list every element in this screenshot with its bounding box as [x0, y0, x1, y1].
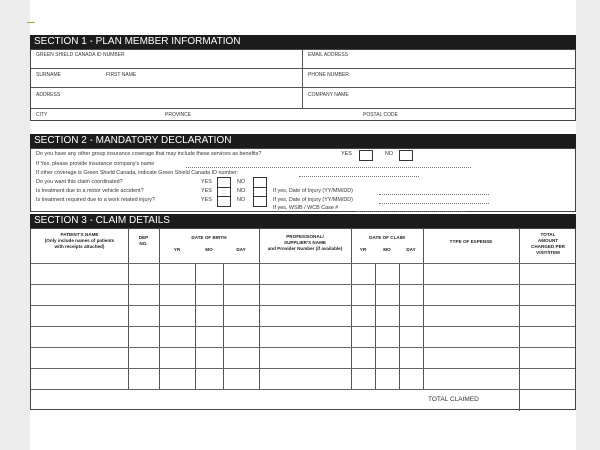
col-total-title: TOTAL [540, 232, 556, 237]
col-dob-header: DATE OF BIRTH [191, 235, 227, 240]
company-field[interactable] [303, 88, 575, 109]
address-field[interactable] [31, 88, 303, 109]
date-injury-label-2: If yes, Date of Injury (YY/MM/DD) [273, 197, 353, 203]
claim-yr-header: YR [359, 247, 367, 252]
col-dep-title: DEP [138, 235, 149, 240]
id-number-field[interactable] [31, 50, 303, 69]
wsib-line[interactable] [356, 211, 466, 212]
col-charged-title: CHARGED PER [531, 244, 565, 249]
q-motor-vehicle: Is treatment due to a motor vehicle accident? [36, 188, 144, 194]
city-label: CITY [36, 112, 48, 118]
phone-label: PHONE NUMBER [308, 72, 349, 78]
claim-mo-header: MO [383, 247, 391, 252]
row-divider [31, 368, 575, 369]
col-professional-title: PROFESSIONAL/ [286, 234, 324, 239]
company-label: COMPANY NAME [308, 92, 349, 98]
first-name-label: FIRST NAME [106, 72, 137, 78]
date-injury-line-1[interactable] [379, 194, 489, 195]
row-divider [31, 389, 575, 390]
col-divider [259, 229, 260, 389]
company-name-line[interactable] [186, 167, 471, 168]
col-divider [519, 229, 520, 411]
col-patient-note-1: (Only include names of patients [44, 238, 115, 243]
yes-label-3: YES [201, 188, 212, 194]
section3-header: SECTION 3 - CLAIM DETAILS [30, 214, 576, 228]
work-injury-no-checkbox[interactable] [253, 196, 267, 207]
claim-form-page [30, 0, 576, 450]
col-claim-date-header: DATE OF CLAIM [369, 235, 405, 240]
total-claimed-label: TOTAL CLAIMED [428, 396, 479, 403]
q-work-injury: Is treatment required due to a work related injury? [36, 197, 155, 203]
col-patient-title: PATIENT'S NAME [60, 232, 99, 237]
col-total-header [519, 232, 577, 256]
postal-code-label: POSTAL CODE [363, 112, 399, 118]
dob-day-header: DAY [236, 247, 246, 252]
section1-header: SECTION 1 - PLAN MEMBER INFORMATION [30, 35, 576, 49]
row-divider [31, 326, 575, 327]
col-amount-title: AMOUNT [537, 238, 559, 243]
province-label: PROVINCE [165, 112, 192, 118]
col-professional-header [259, 234, 351, 252]
date-injury-label-1: If yes, Date of Injury (YY/MM/DD) [273, 188, 353, 194]
wsib-label: If yes, WSIB / WCB Case # [273, 205, 339, 211]
row-divider [31, 305, 575, 306]
dob-mo-header: MO [205, 247, 213, 252]
row-divider [31, 347, 575, 348]
logo-mark [27, 22, 35, 23]
q-coordinated: Do you want this claim coordinated? [36, 179, 123, 185]
no-label-2: NO [237, 179, 246, 185]
col-patient-note-2: with receipts attached) [54, 244, 105, 249]
claim-table [30, 228, 576, 410]
section2-box [30, 148, 576, 212]
email-field[interactable] [303, 50, 575, 69]
yes-label-1: YES [341, 151, 352, 157]
col-expense-header: TYPE OF EXPENSE [449, 239, 493, 244]
id-number-label: GREEN SHIELD CANADA ID NUMBER [36, 52, 125, 58]
email-label: EMAIL ADDRESS [308, 52, 349, 58]
q-company-name: If Yes, please provide insurance company's name [36, 161, 155, 167]
no-label-1: NO [385, 151, 394, 157]
claim-day-header: DAY [406, 247, 416, 252]
address-label: ADDRESS [36, 92, 61, 98]
yes-label-4: YES [201, 197, 212, 203]
no-label-3: NO [237, 188, 246, 194]
dob-yr-header: YR [173, 247, 181, 252]
col-provider-note: and Provider Number (if available) [267, 246, 343, 251]
col-dep-no: NO. [139, 241, 148, 246]
other-coverage-yes-checkbox[interactable] [359, 150, 373, 161]
work-injury-yes-checkbox[interactable] [217, 196, 231, 207]
col-supplier-title: SUPPLIER'S NAME [284, 240, 326, 245]
col-divider [351, 229, 352, 389]
gsc-id-line[interactable] [299, 176, 419, 177]
col-dep-header [128, 235, 159, 247]
surname-label: SURNAME [36, 72, 62, 78]
row-divider [31, 284, 575, 285]
section2-header: SECTION 2 - MANDATORY DECLARATION [30, 134, 576, 148]
q-other-coverage: Do you have any other group insurance coverage that may include these services as benefits? [36, 151, 262, 157]
yes-label-2: YES [201, 179, 212, 185]
col-divider [159, 229, 160, 389]
header-bottom-line [31, 263, 575, 264]
other-coverage-no-checkbox[interactable] [399, 150, 413, 161]
no-label-4: NO [237, 197, 246, 203]
q-gsc-id: If other coverage is Green Shield Canada, indicate Green Shield Canada ID number: [36, 170, 239, 176]
name-field[interactable] [31, 69, 303, 88]
col-divider [423, 229, 424, 389]
section1-box [30, 49, 576, 121]
col-divider [128, 229, 129, 389]
col-visit-title: VISIT/ITEM [536, 250, 560, 255]
date-injury-line-2[interactable] [379, 203, 489, 204]
col-patient-header [31, 232, 128, 250]
phone-field[interactable] [303, 69, 575, 88]
